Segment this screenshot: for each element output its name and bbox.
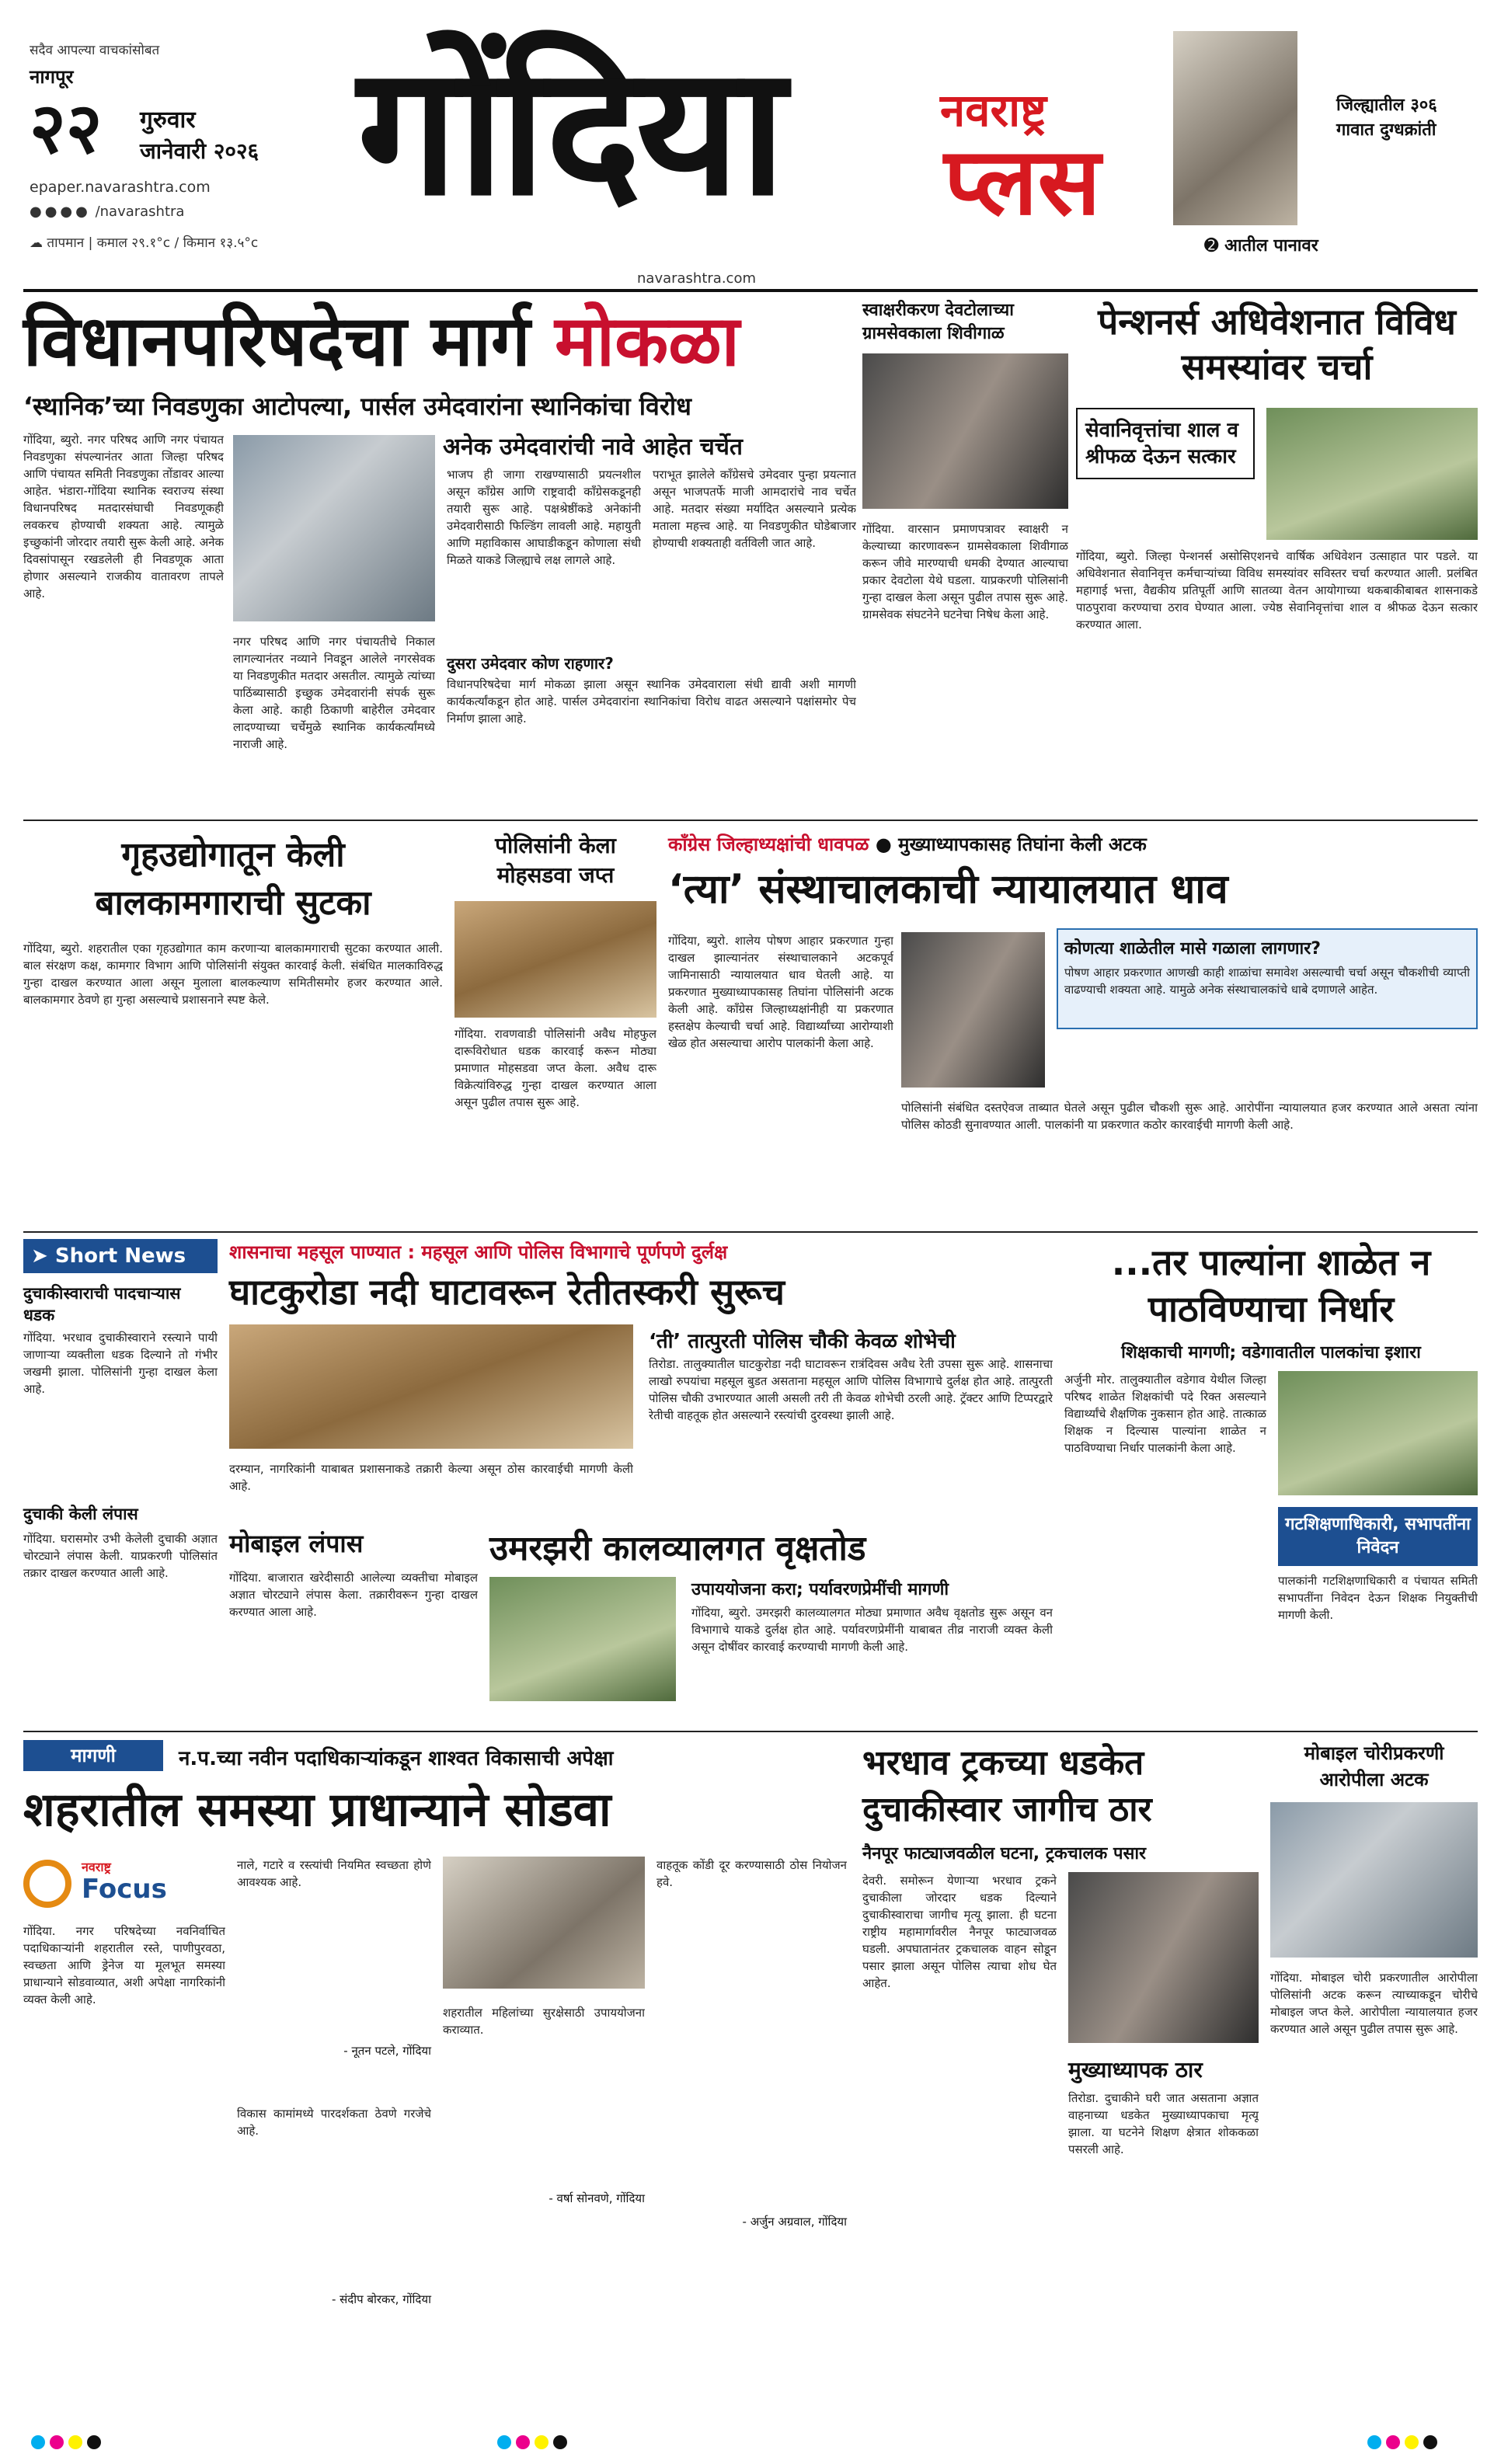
- truck-text: देवरी. समोरून येणाऱ्या भरधाव ट्रकने दुचाकीला जोरदार धडक दिल्याने दुचाकीस्वाराचा जागीच मृत्यू झाला. ही घटना राष्ट्रीय महामार्गावरील नैनपूर फाट्याजवळ घडली. अपघातानंतर ट्रकचालक वाहन सोडून पसार झाला असून पोलिस त्याचा शोध घेत आहेत.: [862, 1874, 1057, 1990]
- lead-headline-a: विधानपरिषदेचा मार्ग: [23, 301, 531, 382]
- promo-image: [1173, 31, 1297, 225]
- quote-3-text: शहरातील महिलांच्या सुरक्षेसाठी उपाययोजना कराव्यात.: [443, 2006, 645, 2037]
- city: नागपूर: [30, 66, 74, 88]
- sand-story: [229, 1239, 1053, 1519]
- lead-headline-b: मोकळा: [554, 301, 740, 382]
- registration-marks-bottom-center: [497, 2435, 572, 2452]
- tagline: सदैव आपल्या वाचकांसोबत: [30, 43, 160, 58]
- demand-headline: शहरातील समस्या प्राधान्याने सोडवा: [23, 1783, 611, 1837]
- weather-icon: ☁: [30, 235, 43, 251]
- short-news-text-1: गोंदिया. भरधाव दुचाकीस्वाराने रस्त्याने पायी जाणाऱ्या व्यक्तीला धडक दिल्याने तो गंभीर जखमी झाला. पोलिसांनी गुन्हा दाखल केला आहे.: [23, 1331, 218, 1396]
- pensioners-photo: [1266, 408, 1478, 540]
- quote-1: [237, 1857, 431, 2090]
- trees-story: [489, 1526, 1053, 1721]
- focus-label: Focus: [82, 1874, 167, 1905]
- short-news-title-1: दुचाकीस्वाराची पादचाऱ्यास धडक: [23, 1284, 181, 1324]
- police-seize-story: [454, 831, 656, 1220]
- lead-headline: [23, 299, 856, 385]
- demand-kicker: न.प.च्या नवीन पदाधिकाऱ्यांकडून शाश्वत विकासाची अपेक्षा: [179, 1747, 614, 1770]
- newspaper-title: गोंदिया: [357, 28, 782, 235]
- nagar-parishad-photo: [443, 1857, 645, 1989]
- pensioners-box: सेवानिवृत्तांचा शाल व श्रीफळ देऊन सत्कार: [1076, 408, 1255, 479]
- brand-bottom: प्लस: [944, 128, 1101, 236]
- school-photo: [1278, 1371, 1478, 1495]
- promo-link-text: आतील पानावर: [1224, 236, 1318, 256]
- headmaster-text: तिरोडा. दुचाकीने घरी जात असताना अज्ञात वाहनाच्या धडकेत मुख्याध्यापकाचा मृत्यू झाला. या घटनेने शिक्षण क्षेत्रात शोककळा पसरली आहे.: [1068, 2091, 1259, 2156]
- mobile-headline: मोबाइल लंपास: [229, 1529, 364, 1558]
- court-box-title: कोणत्या शाळेतील मासे गळाला लागणार?: [1064, 939, 1322, 959]
- sand-photo: [229, 1324, 633, 1449]
- truck-story: [862, 1740, 1259, 2424]
- social-icons: ●●●●: [30, 204, 91, 220]
- weather: ☁ तापमान | कमाल २९.१°c / किमान १३.५°c: [30, 235, 259, 251]
- focus-logo: [23, 1857, 225, 1911]
- epaper-url[interactable]: epaper.navarashtra.com: [30, 179, 211, 196]
- school-text: अर्जुनी मोर. तालुक्यातील वडेगाव येथील जिल्हा परिषद शाळेत शिक्षकांची पदे रिक्त असल्याने विद्यार्थ्यांचे शैक्षणिक नुकसान होत आहे. तात्काळ शिक्षक न दिल्यास पाल्यांना शाळेत न पाठविण्याचा निर्धार पालकांनी केला आहे.: [1064, 1373, 1266, 1455]
- mobile-theft-text: गोंदिया. मोबाइल चोरी प्रकरणातील आरोपीला पोलिसांनी अटक करून त्याच्याकडून चोरीचे मोबाइल जप्त केले. आरोपीला न्यायालयात हजर करण्यात आले असून पुढील तपास सुरू आहे.: [1270, 1971, 1478, 2036]
- quote-4-text: वाहतूक कोंडी दूर करण्यासाठी ठोस नियोजन हवे.: [656, 1858, 847, 1889]
- masthead: [23, 23, 1478, 287]
- lead-story: [23, 299, 856, 812]
- sand-kicker: शासनाचा महसूल पाण्यात : महसूल आणि पोलिस विभागाचे पूर्णपणे दुर्लक्ष: [229, 1241, 728, 1263]
- demand-story: [23, 1740, 847, 2424]
- social-handle-text: /navarashtra: [95, 204, 185, 220]
- pensioners-text: गोंदिया, ब्युरो. जिल्हा पेन्शनर्स असोसिएशनचे वार्षिक अधिवेशन उत्साहात पार पडले. या अधिवेशनात सेवानिवृत्त कर्मचाऱ्यांच्या विविध समस्यांवर सविस्तर चर्चा करण्यात आली. प्रलंबित महागाई भत्ता, वैद्यकीय प्रतिपूर्ती आणि सातव्या वेतन आयोगाच्या थकबाकीबाबत शासनाकडे पाठपुरावा करण्याचा ठराव घेण्यात आला. ज्येष्ठ सेवानिवृत्तांचा शाल व श्रीफळ देऊन सत्कार करण्यात आला.: [1076, 549, 1478, 632]
- quote-3: [443, 2004, 645, 2237]
- row-divider-3: [23, 1731, 1478, 1732]
- sand-text-b: दरम्यान, नागरिकांनी याबाबत प्रशासनाकडे तक्रारी केल्या असून ठोस कारवाईची मागणी केली आहे.: [229, 1462, 633, 1493]
- court-story: [668, 831, 1478, 1220]
- gramsevak-story: [862, 299, 1068, 812]
- sand-text: तिरोडा. तालुक्यातील घाटकुरोडा नदी घाटावरून रात्रंदिवस अवैध रेती उपसा सुरू आहे. शासनाचा लाखो रुपयांचा महसूल बुडत असताना महसूल आणि पोलिस विभागाचे दुर्लक्ष होत आहे. तात्पुरती पोलिस चौकी उभारण्यात आली असली तरी ती केवळ शोभेची ठरली आहे. ट्रॅक्टर आणि टिप्परद्वारे रेतीची वाहतूक होत असल्याने रस्त्यांची दुरवस्था झाली आहे.: [649, 1357, 1053, 1422]
- sand-headline: घाटकुरोडा नदी घाटावरून रेतीतस्करी सुरूच: [229, 1271, 785, 1313]
- mobile-story: [229, 1526, 478, 1721]
- quote-1-name: - नूतन पटले, गोंदिया: [343, 2044, 431, 2058]
- child-labour-headline: गृहउद्योगातून केली बालकामगाराची सुटका: [95, 835, 371, 923]
- court-text-a: गोंदिया, ब्युरो. शालेय पोषण आहार प्रकरणात गुन्हा दाखल झाल्यानंतर संस्थाचालकाने अटकपूर्व जामिनासाठी न्यायालयात धाव घेतली आहे. या प्रकरणात मुख्याध्यापकासह तिघांना पोलिसांनी अटक केली आहे. काँग्रेस जिल्हाध्यक्षांनीही या प्रकरणात हस्तक्षेप केल्याची चर्चा आहे. विद्यार्थ्यांच्या आरोग्याशी खेळ होत असल्याचा आरोप पालकांनी केला आहे.: [668, 934, 893, 1050]
- child-labour-text: गोंदिया, ब्युरो. शहरातील एका गृहउद्योगात काम करणाऱ्या बालकामगाराची सुटका करण्यात आली. बाल संरक्षण कक्ष, कामगार विभाग आणि पोलिसांनी संयुक्त कारवाई केली. संबंधित मालकाविरुद्ध गुन्हा दाखल करण्यात आला असून मुलाला बालकल्याण समितीसमोर हजर करण्यात आले. बालकामगार ठेवणे हा गुन्हा असल्याचे प्रशासनाने स्पष्ट केले.: [23, 941, 443, 1007]
- quote-2-name: - संदीप बोरकर, गोंदिया: [331, 2292, 431, 2306]
- mobile-theft-headline: मोबाइल चोरीप्रकरणी आरोपीला अटक: [1304, 1742, 1444, 1791]
- registration-marks-bottom: [31, 2435, 106, 2452]
- school-sub: शिक्षकाची मागणी; वडेगावातील पालकांचा इशारा: [1121, 1343, 1421, 1363]
- month-year: जानेवारी २०२६: [140, 138, 259, 164]
- masthead-divider: [23, 289, 1478, 292]
- lead-inner-heading: दुसरा उमेदवार कोण राहणार?: [447, 654, 614, 673]
- mobile-theft-story: [1270, 1740, 1478, 2424]
- school-box: [1278, 1507, 1478, 1721]
- lead-text-col4: पराभूत झालेले काँग्रेसचे उमेदवार पुन्हा प्रयत्नात असून भाजपतर्फे माजी आमदारांचे नाव चर्चेत आहे. मतदार संख्या मर्यादित असल्याने प्रत्येक मताला महत्त्व आहे. या निवडणुकीत घोडेबाजार होण्याची शक्यताही वर्तविली जात आहे.: [653, 468, 856, 550]
- demand-text: गोंदिया. नगर परिषदेच्या नवनिर्वाचित पदाधिकाऱ्यांनी शहरातील रस्ते, पाणीपुरवठा, स्वच्छता आणि ड्रेनेज या मूलभूत समस्या प्राधान्याने सोडवाव्यात, अशी अपेक्षा नागरिकांनी व्यक्त केली आहे.: [23, 1924, 225, 2006]
- arrow-right-icon: ➤: [31, 1244, 48, 1268]
- short-news-column: [23, 1239, 218, 1721]
- weekday: गुरुवार: [140, 106, 196, 134]
- school-story: [1064, 1239, 1478, 1721]
- court-box-text: पोषण आहार प्रकरणात आणखी काही शाळांचा समावेश असल्याची चर्चा असून चौकशीची व्याप्ती वाढण्याची शक्यता आहे. यामुळे अनेक संस्थाचालकांचे धाबे दणाणले आहेत.: [1064, 966, 1470, 997]
- school-headline: ...तर पाल्यांना शाळेत न पाठविण्याचा निर्धार: [1111, 1241, 1431, 1330]
- court-box: [1057, 928, 1478, 1029]
- gramsevak-illustration: [862, 353, 1068, 509]
- headmaster-headline: मुख्याध्यापक ठार: [1068, 2057, 1203, 2083]
- lead-text-col2: नगर परिषद आणि नगर पंचायतीचे निकाल लागल्यानंतर नव्याने निवडून आलेले नगरसेवक या निवडणुकीत मतदार असतील. त्यामुळे त्यांच्या पाठिंब्यासाठी इच्छुक उमेदवारांनी संपर्क सुरू केला आहे. काही ठिकाणी बाहेरील उमेदवार लादण्याच्या चर्चेमुळे स्थानिक कार्यकर्त्यांमध्ये नाराजी आहे.: [233, 635, 435, 751]
- row-divider-1: [23, 820, 1478, 821]
- gramsevak-text: गोंदिया. वारसान प्रमाणपत्रावर स्वाक्षरी न केल्याच्या कारणावरून ग्रामसेवकाला शिवीगाळ करून जीवे मारण्याची धमकी देण्यात आल्याचा प्रकार देवटोला येथे घडला. याप्रकरणी पोलिसांनी गुन्हा दाखल केला असून पुढील तपास सुरू आहे. ग्रामसेवक संघटनेने घटनेचा निषेध केला आहे.: [862, 522, 1068, 621]
- short-news-label: [23, 1239, 218, 1273]
- quote-2-text: विकास कामांमध्ये पारदर्शकता ठेवणे गरजेचे आहे.: [237, 2107, 431, 2138]
- short-news-label-text: Short News: [54, 1244, 186, 1268]
- truck-sub: नैनपूर फाट्याजवळील घटना, ट्रकचालक पसार: [862, 1844, 1147, 1864]
- arrow-icon: ➋: [1204, 236, 1219, 256]
- court-kicker-a: काँग्रेस जिल्हाध्यक्षांची धावपळ: [668, 834, 869, 855]
- quote-1-text: नाले, गटारे व रस्त्यांची नियमित स्वच्छता होणे आवश्यक आहे.: [237, 1858, 431, 1889]
- gramsevak-headline: स्वाक्षरीकरण देवटोलाच्या ग्रामसेवकाला शिवीगाळ: [862, 301, 1014, 343]
- truck-headline: भरधाव ट्रकच्या धडकेत दुचाकीस्वार जागीच ठार: [862, 1743, 1152, 1829]
- truck-photo: [1068, 1872, 1259, 2043]
- court-gavel-photo: [901, 932, 1045, 1088]
- pensioners-headline: पेन्शनर्स अधिवेशनात विविध समस्यांवर चर्चा: [1098, 301, 1456, 388]
- registration-marks-bottom-right: [1367, 2435, 1442, 2452]
- temp-min: किमान १३.५°c: [183, 235, 259, 251]
- promo-link[interactable]: [1204, 233, 1318, 256]
- short-news-title-2: दुचाकी केली लंपास: [23, 1505, 138, 1523]
- lead-photo: [233, 435, 435, 621]
- police-seize-photo: [454, 901, 656, 1018]
- promo-text: जिल्ह्यातील ३०६ गावात दुग्धक्रांती: [1336, 96, 1437, 140]
- lead-text-col3: भाजप ही जागा राखण्यासाठी प्रयत्नशील असून काँग्रेस आणि राष्ट्रवादी काँग्रेसकडूनही तयारी सुरू आहे. पक्षश्रेष्ठींकडे अनेकांनी उमेदवारीसाठी फिल्डिंग लावली आहे. महायुती आणि महाविकास आघाडीकडून कोणाला संधी मिळते याकडे जिल्ह्याचे लक्ष लागले आहे.: [447, 468, 641, 567]
- lead-text-col5: विधानपरिषदेचा मार्ग मोकळा झाला असून स्थानिक उमेदवाराला संधी द्यावी अशी मागणी कार्यकर्त्यांकडून होत आहे. पार्सल उमेदवारांना स्थानिकांचा विरोध वाढत असल्याने पक्षांसमोर पेच निर्माण झाला आहे.: [447, 677, 856, 726]
- sand-sub: ‘ती’ तात्पुरती पोलिस चौकी केवळ शोभेची: [649, 1330, 956, 1353]
- police-seize-text: गोंदिया. रावणवाडी पोलिसांनी अवैध मोहफुल दारूविरोधात धडक कारवाई करून मोठ्या प्रमाणात मोहसडवा जप्त केला. अवैध दारू विक्रेत्यांविरुद्ध गुन्हा दाखल करण्यात आला असून पुढील तपास सुरू आहे.: [454, 1027, 656, 1109]
- child-labour-story: [23, 831, 443, 1220]
- website[interactable]: navarashtra.com: [637, 270, 756, 287]
- weather-label: तापमान: [47, 235, 85, 251]
- trees-text: गोंदिया, ब्युरो. उमरझरी कालव्यालगत मोठ्या प्रमाणात अवैध वृक्षतोड सुरू असून वन विभागाचे याकडे दुर्लक्ष होत आहे. पर्यावरणप्रेमींनी याबाबत तीव्र नाराजी व्यक्त केली असून दोषींवर कारवाई करण्याची मागणी केली आहे.: [691, 1606, 1053, 1654]
- mobile-text: गोंदिया. बाजारात खरेदीसाठी आलेल्या व्यक्तीचा मोबाइल अज्ञात चोरट्याने लंपास केला. तक्रारीवरून गुन्हा दाखल करण्यात आला आहे.: [229, 1571, 478, 1619]
- short-news-text-2: गोंदिया. घरासमोर उभी केलेली दुचाकी अज्ञात चोरट्याने लंपास केली. याप्रकरणी पोलिसांत तक्रार दाखल करण्यात आली आहे.: [23, 1532, 218, 1580]
- lead-text-col1: गोंदिया, ब्युरो. नगर परिषद आणि नगर पंचायत निवडणुका संपल्यानंतर आता जिल्हा परिषद आणि पंचायत समिती निवडणुका तोंडावर आल्या आहेत. भंडारा-गोंदिया स्थानिक स्वराज्य संस्था विधानपरिषद मतदारसंघाची निवडणूकही लवकरच होण्याची शक्यता आहे. त्यामुळे इच्छुकांनी जोरदार तयारी सुरू केली आहे. अनेक दिवसांपासून रखडलेली ही निवडणूक आता होणार असल्याने राजकीय वातावरण तापले आहे.: [23, 433, 224, 600]
- court-kicker: [668, 831, 1147, 857]
- mobile-theft-photo: [1270, 1802, 1478, 1958]
- quote-2: [237, 2105, 431, 2338]
- quote-3-name: - वर्षा सोनवणे, गोंदिया: [549, 2191, 645, 2205]
- school-box-title: गटशिक्षणाधिकारी, सभापतींना निवेदन: [1278, 1507, 1478, 1566]
- demand-tag: मागणी: [23, 1740, 163, 1771]
- pensioners-story: [1076, 299, 1478, 812]
- quote-4: [656, 1857, 847, 2260]
- lead-kicker: अनेक उमेदवारांची नावे आहेत चर्चेत: [443, 433, 743, 461]
- temp-max: कमाल २९.१°c: [96, 235, 171, 251]
- trees-sub: उपाययोजना करा; पर्यावरणप्रेमींची मागणी: [691, 1580, 949, 1599]
- brand-top: नवराष्ट्र: [940, 84, 1047, 137]
- court-headline: ‘त्या’ संस्थाचालकाची न्यायालयात धाव: [668, 866, 1228, 913]
- focus-brand: नवराष्ट्र: [82, 1860, 111, 1874]
- focus-eye-icon: [23, 1860, 71, 1908]
- social-handle[interactable]: [30, 204, 184, 220]
- school-box-text: पालकांनी गटशिक्षणाधिकारी व पंचायत समिती सभापतींना निवेदन देऊन शिक्षक नियुक्तीची मागणी केली.: [1278, 1574, 1478, 1622]
- lead-subhead: ‘स्थानिक’च्या निवडणुका आटोपल्या, पार्सल उमेदवारांना स्थानिकांचा विरोध: [23, 392, 691, 421]
- trees-photo: [489, 1577, 676, 1701]
- trees-headline: उमरझरी कालव्यालगत वृक्षतोड: [489, 1529, 866, 1568]
- quote-4-name: - अर्जुन अग्रवाल, गोंदिया: [742, 2215, 847, 2229]
- court-kicker-b: मुख्याध्यापकासह तिघांना केली अटक: [898, 834, 1147, 855]
- date-number: २२: [30, 88, 103, 169]
- police-seize-headline: पोलिसांनी केला मोहसडवा जप्त: [495, 833, 616, 888]
- court-text-b: पोलिसांनी संबंधित दस्तऐवज ताब्यात घेतले असून पुढील चौकशी सुरू आहे. आरोपींना न्यायालयात हजर करण्यात आले असता त्यांना पोलिस कोठडी सुनावण्यात आली. पालकांनी या प्रकरणात कठोर कारवाईची मागणी केली आहे.: [901, 1101, 1478, 1132]
- bullet-icon: ●: [875, 834, 892, 855]
- row-divider-2: [23, 1231, 1478, 1233]
